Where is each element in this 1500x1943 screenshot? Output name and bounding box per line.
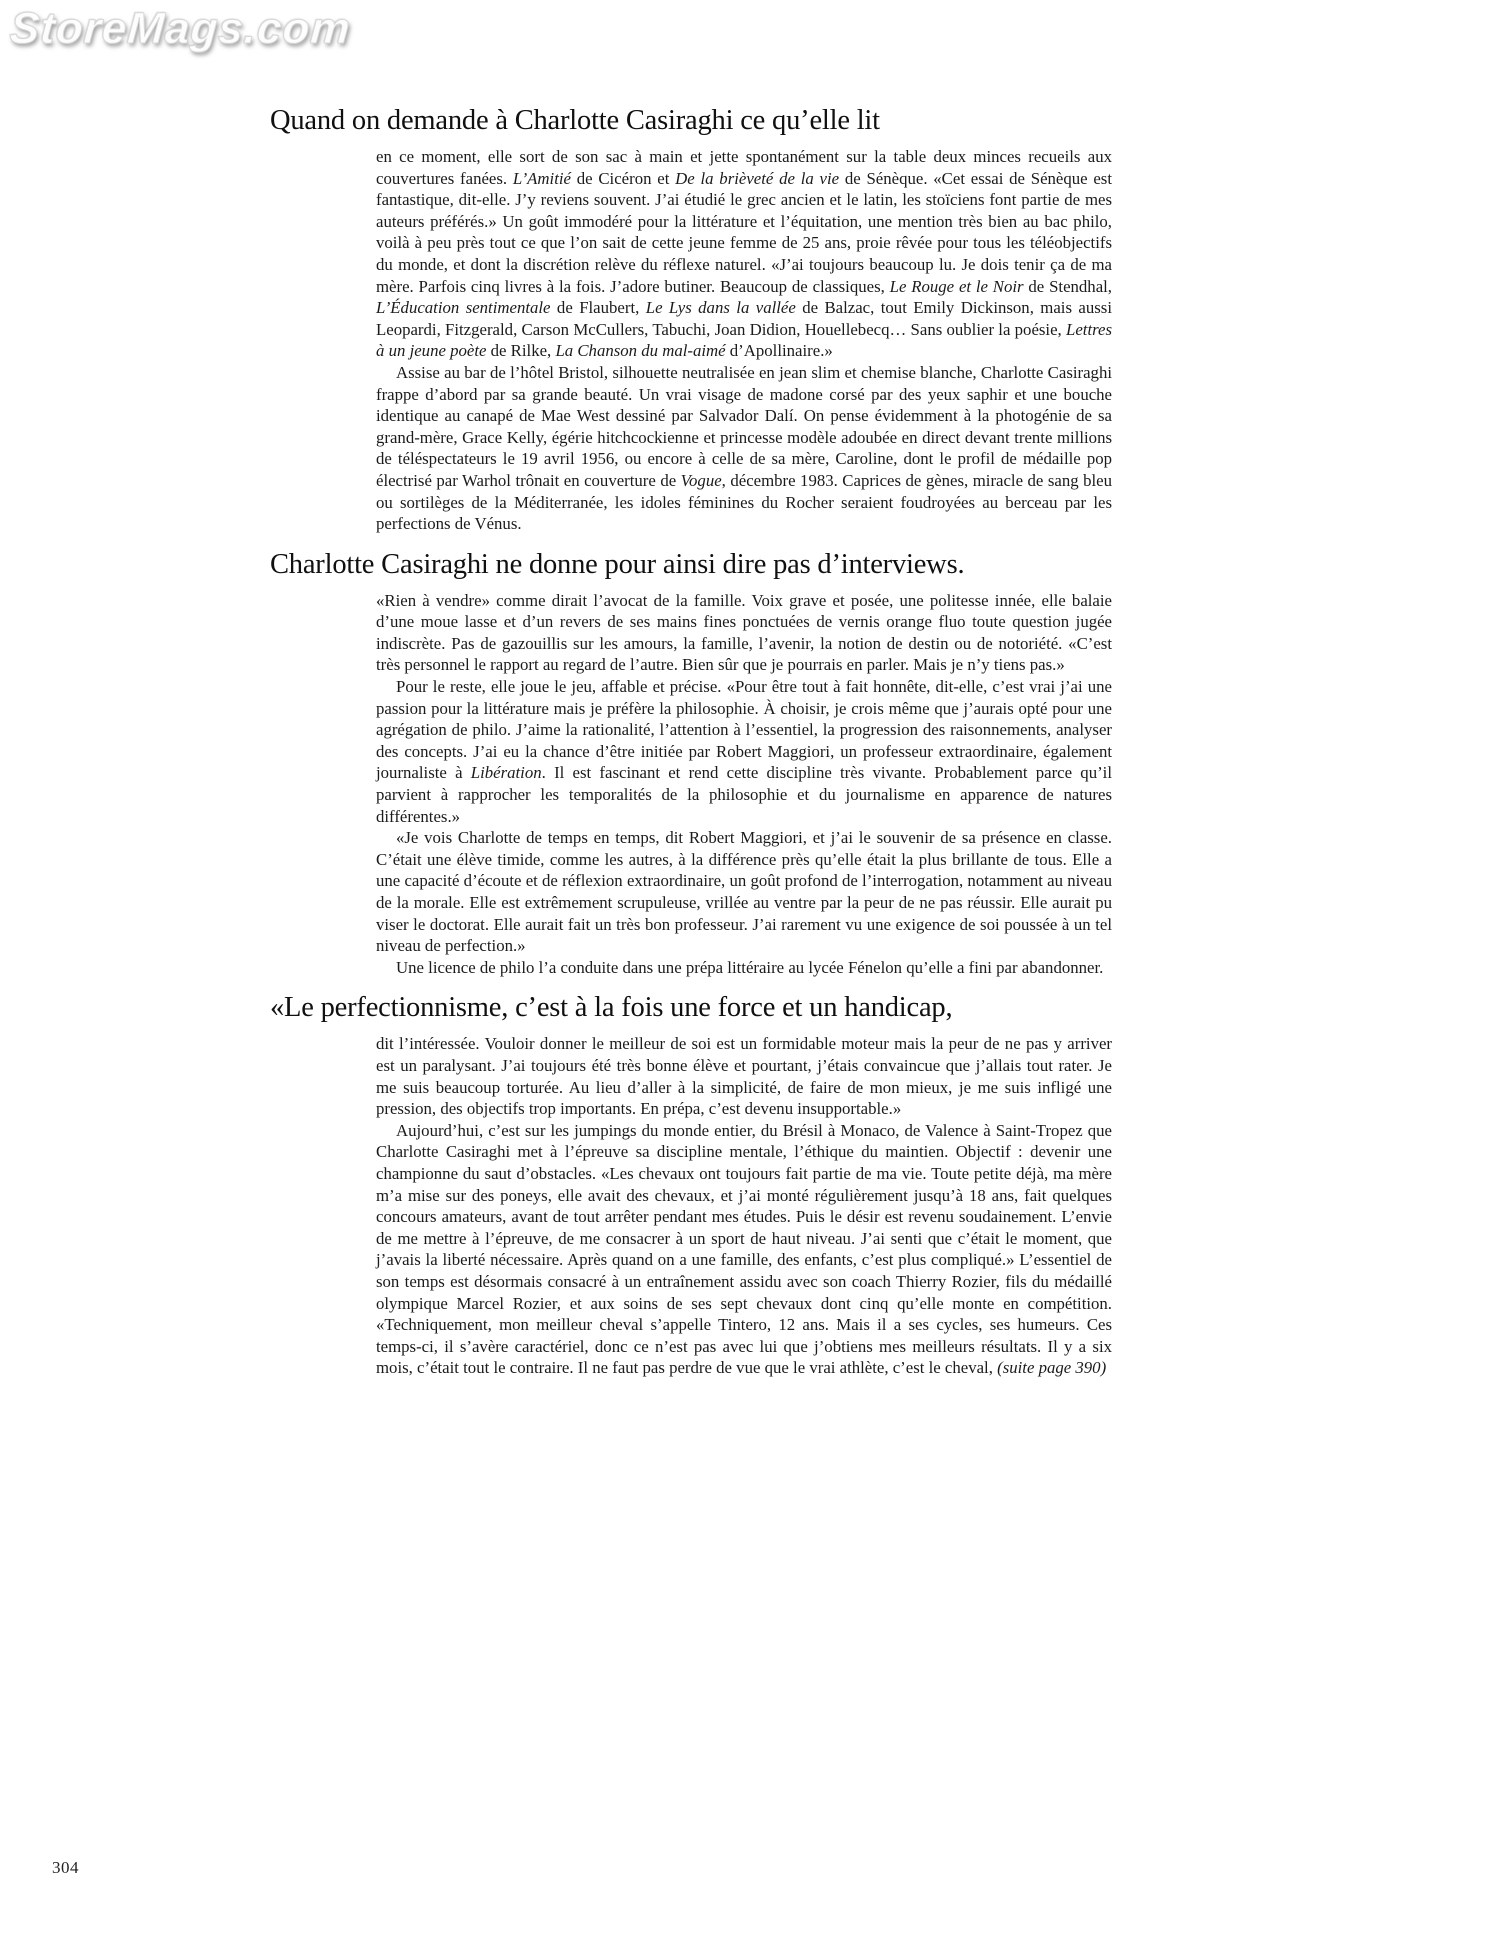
paragraph [376,362,1112,535]
italic-text: L’Éducation sentimentale [376,298,551,318]
paragraph [376,1033,1112,1119]
body-text: «Rien à vendre» comme dirait l’avocat de la famille. Voix grave et posée, une politesse innée, elle balaie d’une moue lasse et d’un revers de ses mains fines ponctuées de vernis orange fluo toute question jugée indiscrète. Pas de gazouillis sur les amours, la famille, l’avenir, la notion de destin ou de notoriété. «C’est très personnel le rapport au regard de l’autre. Bien sûr que je pourrais en parler. Mais je n’y tiens pas.» [376,590,1112,675]
body-text: en ce moment, elle sort de son sac à main et jette spontanément sur la table deux minces recueils aux couvertures fanées. [376,147,1112,188]
italic-text: Libération [470,763,542,783]
body-text: Aujourd’hui, c’est sur les jumpings du monde entier, du Brésil à Monaco, de Valence à Saint-Tropez que Charlotte Casiraghi met à l’épreuve sa discipline mentale, l’éthique du maintien. Objectif : devenir une championne du saut d’obstacles. «Les chevaux ont toujours fait partie de ma vie. Toute petite déjà, ma mère m’a mise sur des poneys, elle avait des chevaux, et j’ai monté régulièrement jusqu’à 18 ans, fait quelques concours amateurs, avant de tout arrêter pendant mes études. Puis le désir est revenu soudainement. L’envie de me mettre à l’épreuve, de me consacrer à un sport de haut niveau. J’ai senti que c’était le moment, que j’avais la liberté nécessaire. Après quand on a une famille, des enfants, c’est plus compliqué.» L’essentiel de son temps est désormais consacré à un entraînement assidu avec son coach Thierry Rozier, fils du médaillé olympique Marcel Rozier, et aux soins de ses sept chevaux dont cinq qu’elle monte en compétition. «Techniquement, mon meilleur cheval s’appelle Tintero, 12 ans. Mais il a ses cycles, ses humeurs. Ces temps-ci, il s’avère caractériel, donc ce n’est pas avec lui que j’obtiens mes meilleurs résultats. Il y a six mois, c’était tout le contraire. Il ne faut pas perdre de vue que le vrai athlète, c’est le cheval, [376,1120,1112,1378]
italic-text: Lettres à un jeune poète [376,319,1112,361]
italic-text: Vogue [680,470,722,490]
body-text: de Stendhal, [1023,276,1113,296]
paragraph [376,146,1112,362]
italic-text: La Chanson du mal-aimé [555,341,726,361]
body-text: de Rilke, [486,341,556,361]
body-text: «Je vois Charlotte de temps en temps, dit Robert Maggiori, et j’ai le souvenir de sa présence en classe. C’était une élève timide, comme les autres, à la différence près qu’elle était la plus brillante de tous. Elle a une capacité d’écoute et de réflexion extraordinaire, un goût profond de l’interrogation, notamment au niveau de la morale. Elle est extrêmement scrupuleuse, vrillée au ventre par la peur de ne pas réussir. Elle aurait pu viser le doctorat. Elle aurait fait un très bon professeur. J’ai rarement vu une exigence de soi poussée à un tel niveau de perfection.» [376,828,1112,956]
italic-text: Le Rouge et le Noir [889,276,1024,296]
body-text: Assise au bar de l’hôtel Bristol, silhouette neutralisée en jean slim et chemise blanche, Charlotte Casiraghi frappe d’abord par sa grande beauté. Un vrai visage de madone corsé par des yeux saphir et une bouche identique au canapé de Mae West dessiné par Salvador Dalí. On pense évidemment à la photogénie de sa grand-mère, Grace Kelly, égérie hitchcockienne et princesse modèle adoubée en direct devant trente millions de téléspectateurs le 19 avril 1956, ou encore à celle de sa mère, Caroline, dont le profil de médaille pop électrisé par Warhol trônait en couverture de [376,362,1112,490]
section-body [376,590,1112,979]
paragraph [376,957,1112,979]
body-text: . Il est fascinant et rend cette discipline très vivante. Probablement parce qu’il parvient à rapprocher les temporalités de la philosophie et du journalisme en apparence de natures différentes.» [376,763,1112,826]
paragraph [376,590,1112,676]
body-text: Pour le reste, elle joue le jeu, affable et précise. «Pour être tout à fait honnête, dit-elle, c’est vrai j’ai une passion pour la littérature mais je préfère la philosophie. À choisir, je crois même que j’aurais opté pour une agrégation de philo. J’aime la rationalité, l’attention à l’essentiel, la progression des raisonnements, analyser des concepts. J’ai eu la chance d’être initiée par Robert Maggiori, un professeur extraordinaire, également journaliste à [376,677,1112,783]
paragraph [376,827,1112,957]
body-text: de Flaubert, [550,298,646,318]
body-text: dit l’intéressée. Vouloir donner le meilleur de soi est un formidable moteur mais la peur de ne pas y arriver est un paralysant. J’ai toujours été très bonne élève et pourtant, j’étais convaincue que j’allais tout rater. Je me suis beaucoup torturée. Au lieu d’aller à la simplicité, de faire de mon mieux, je me suis infligé une pression, des objectifs trop importants. En prépa, c’est devenu insupportable.» [376,1034,1112,1119]
section-body [376,146,1112,535]
paragraph [376,676,1112,827]
article [270,104,1112,1379]
section-heading: Charlotte Casiraghi ne donne pour ainsi dire pas d’interviews. [270,548,965,580]
body-text: , décembre 1983. Caprices de gènes, miracle de sang bleu ou sortilèges de la Méditerranée, les idoles féminines du Rocher seraient foudroyées au berceau par les perfections de Vénus. [376,470,1112,534]
body-text: de Balzac, tout Emily Dickinson, mais aussi Leopardi, Fitzgerald, Carson McCullers, Tabuchi, Joan Didion, Houellebecq… Sans oublier la poésie, [376,298,1112,339]
paragraph [376,1120,1112,1379]
italic-text: (suite page 390) [997,1358,1107,1378]
italic-text: De la brièveté de la vie [675,168,840,188]
body-text: d’Apollinaire.» [725,341,833,361]
section-body [376,1033,1112,1379]
body-text: de Sénèque. «Cet essai de Sénèque est fantastique, dit-elle. J’y reviens souvent. J’ai étudié le grec ancien et le latin, les stoïciens font partie de mes auteurs préférés.» Un goût immodéré pour la littérature et l’équitation, une mention très bien au bac philo, voilà à peu près tout ce que l’on sait de cette jeune femme de 25 ans, proie rêvée pour tous les téléobjectifs du monde, et dont la discrétion relève du réflexe naturel. «J’ai toujours beaucoup lu. Je dois tenir ça de ma mère. Parfois cinq livres à la fois. J’adore butiner. Beaucoup de classiques, [376,168,1112,296]
body-text: de Cicéron et [570,168,676,188]
section-heading: Quand on demande à Charlotte Casiraghi ce qu’elle lit [270,105,880,136]
body-text: Une licence de philo l’a conduite dans une prépa littéraire au lycée Fénelon qu’elle a fini par abandonner. [396,957,1104,977]
storemags-watermark: StoreMags.com [8,4,353,53]
italic-text: L’Amitié [512,168,571,188]
section-heading: «Le perfectionnisme, c’est à la fois une force et un handicap, [270,992,953,1024]
italic-text: Le Lys dans la vallée [645,298,796,318]
page-number: 304 [52,1858,79,1877]
